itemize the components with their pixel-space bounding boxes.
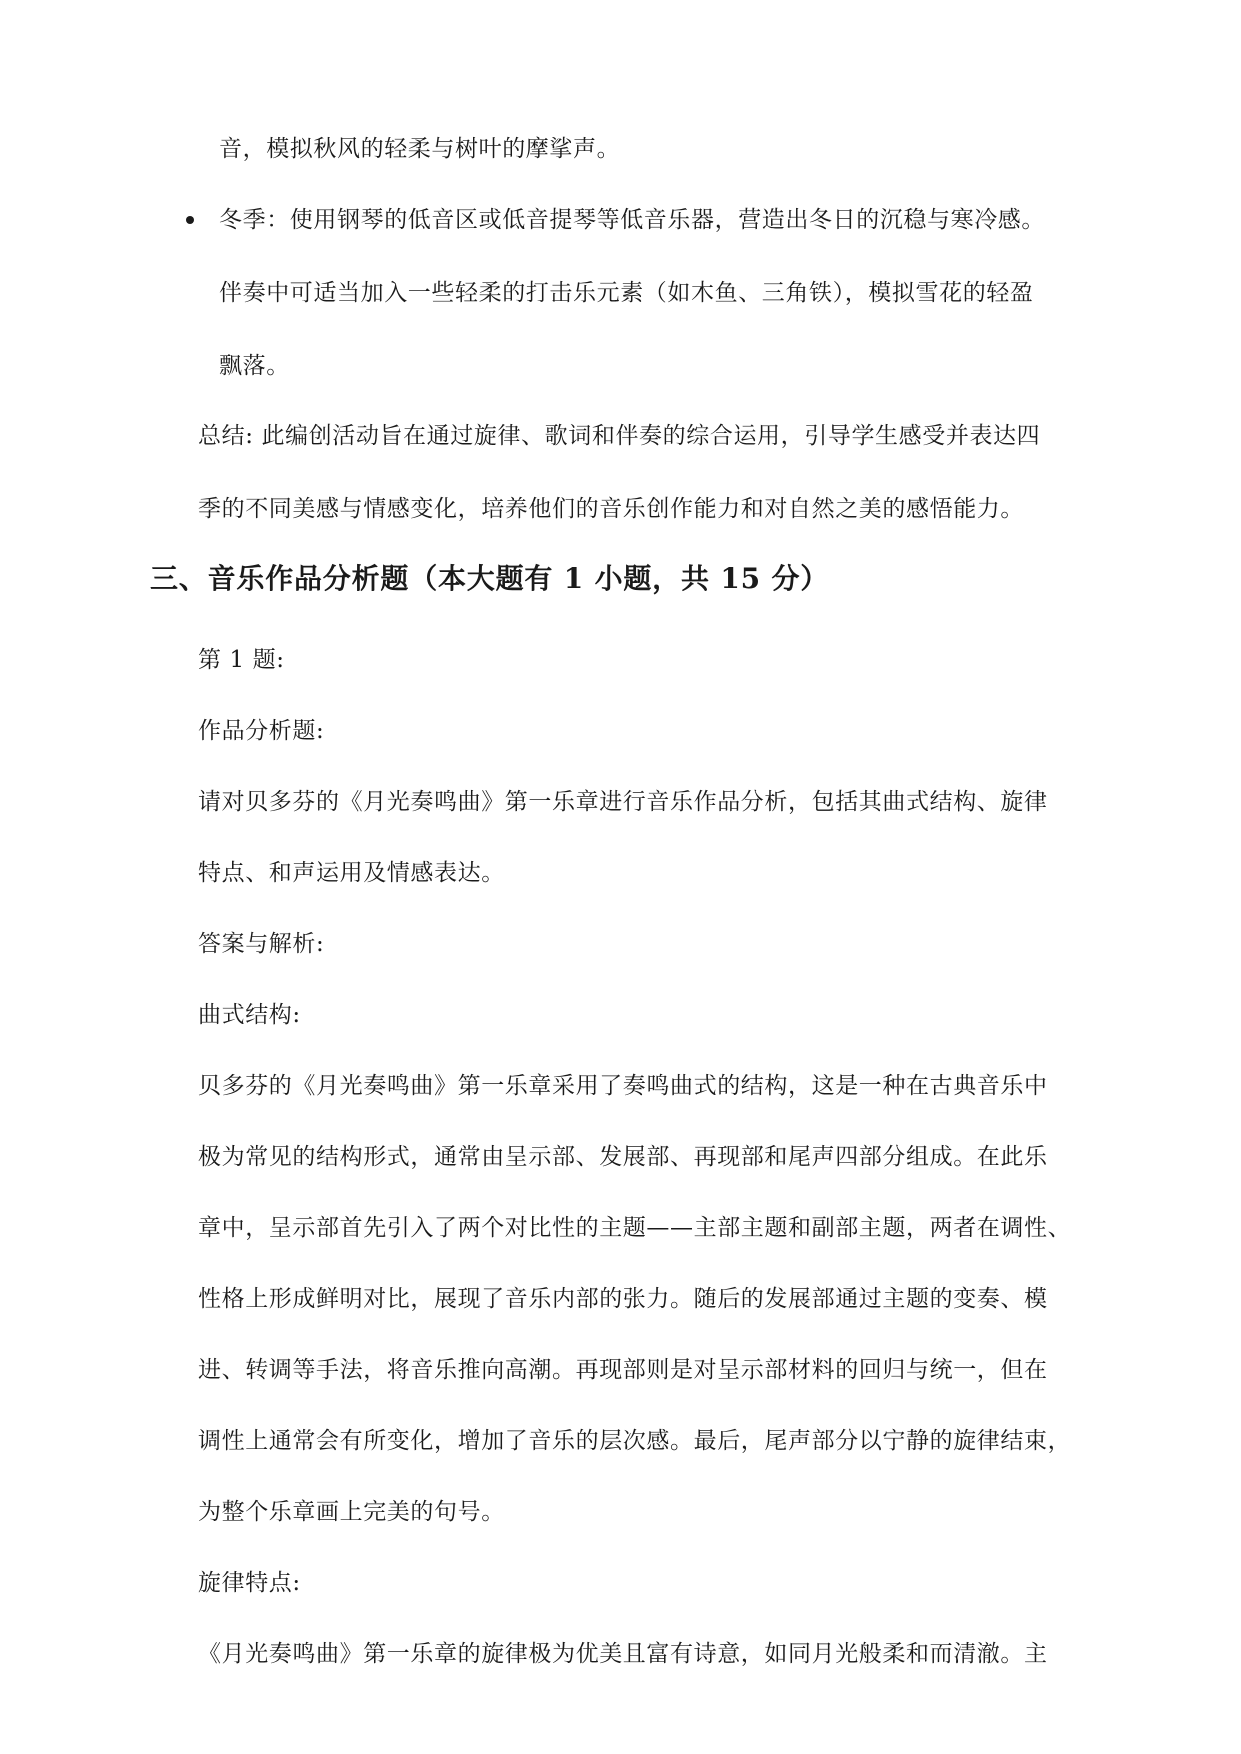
structure-line: 为整个乐章画上完美的句号。 <box>198 1499 505 1525</box>
section-heading: 三、音乐作品分析题（本大题有 1 小题，共 15 分） <box>150 562 830 595</box>
melody-label: 旋律特点: <box>198 1570 301 1596</box>
winter-item-line-3: 飘落。 <box>219 353 290 379</box>
structure-line: 进、转调等手法，将音乐推向高潮。再现部则是对呈示部材料的回归与统一，但在 <box>198 1357 1048 1383</box>
question-line-1: 请对贝多芬的《月光奏鸣曲》第一乐章进行音乐作品分析，包括其曲式结构、旋律 <box>198 789 1048 815</box>
structure-line: 性格上形成鲜明对比，展现了音乐内部的张力。随后的发展部通过主题的变奏、模 <box>198 1286 1048 1312</box>
question-type: 作品分析题: <box>198 718 325 744</box>
structure-line: 极为常见的结构形式，通常由呈示部、发展部、再现部和尾声四部分组成。在此乐 <box>198 1144 1048 1170</box>
structure-line: 章中，呈示部首先引入了两个对比性的主题——主部主题和副部主题，两者在调性、 <box>198 1215 1072 1241</box>
summary-line-2: 季的不同美感与情感变化，培养他们的音乐创作能力和对自然之美的感悟能力。 <box>198 496 1024 522</box>
autumn-continuation-line: 音，模拟秋风的轻柔与树叶的摩挲声。 <box>219 136 621 162</box>
melody-line-1: 《月光奏鸣曲》第一乐章的旋律极为优美且富有诗意，如同月光般柔和而清澈。主 <box>198 1641 1048 1667</box>
question-number: 第 1 题: <box>198 647 285 673</box>
winter-item-line-1: 冬季：使用钢琴的低音区或低音提琴等低音乐器，营造出冬日的沉稳与寒冷感。 <box>219 207 1045 233</box>
question-line-2: 特点、和声运用及情感表达。 <box>198 860 505 886</box>
bullet-icon <box>186 216 194 224</box>
summary-line-1: 总结: 此编创活动旨在通过旋律、歌词和伴奏的综合运用，引导学生感受并表达四 <box>198 423 1041 449</box>
answer-label: 答案与解析: <box>198 931 325 957</box>
structure-line: 贝多芬的《月光奏鸣曲》第一乐章采用了奏鸣曲式的结构，这是一种在古典音乐中 <box>198 1073 1048 1099</box>
structure-label: 曲式结构: <box>198 1002 301 1028</box>
winter-item-line-2: 伴奏中可适当加入一些轻柔的打击乐元素（如木鱼、三角铁），模拟雪花的轻盈 <box>219 280 1034 306</box>
structure-line: 调性上通常会有所变化，增加了音乐的层次感。最后，尾声部分以宁静的旋律结束， <box>198 1428 1072 1454</box>
